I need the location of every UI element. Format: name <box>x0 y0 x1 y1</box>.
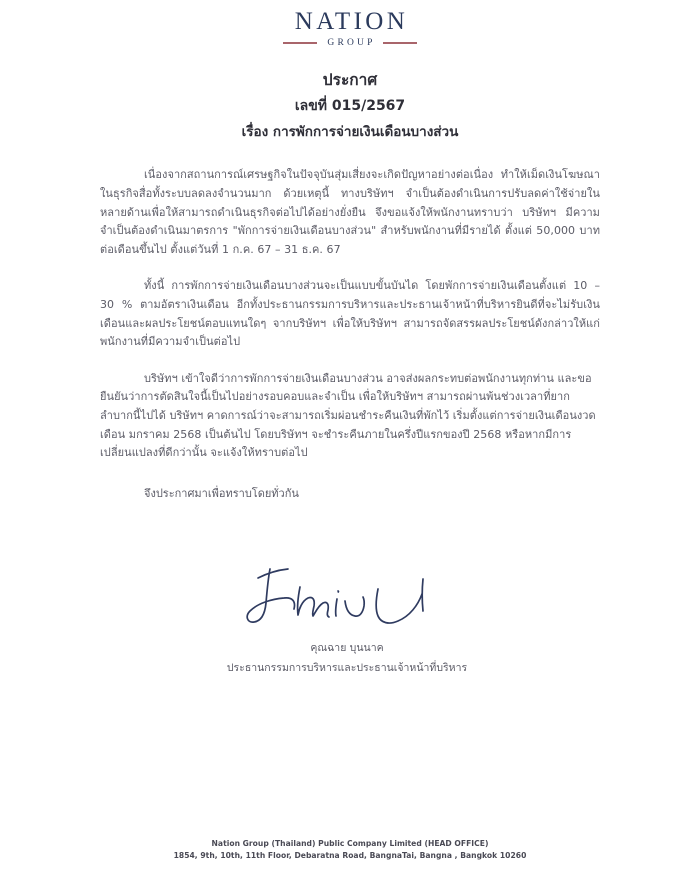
footer-address: 1854, 9th, 10th, 11th Floor, Debaratna Road, BangnaTai, Bangna , Bangkok 10260 <box>173 850 527 860</box>
logo-subline <box>0 38 700 48</box>
signer-position: ประธานกรรมการบริหารและประธานเจ้าหน้าที่บริหาร <box>226 662 468 675</box>
document-body <box>100 144 600 679</box>
logo-group-text: GROUP <box>327 38 376 49</box>
body-paragraph: ทั้งนี้ การพักการจ่ายเงินเดือนบางส่วนจะเป็นแบบขั้นบันได โดยพักการจ่ายเงินเดือนตั้งแต่ 10 – 30 % ตามอัตราเงินเดือน อีกทั้งประธานกรรมการบริหารและประธานเจ้าหน้าที่บริหารยินดีที่จะไม่รับเงินเดือนและผลประโยชน์ตอบแทนใดๆ จากบริษัทฯ เพื่อให้บริษัทฯ สามารถจัดสรรผลประโยชน์ดังกล่าวให้แก่พนักงานที่มีความจำเป็นต่อไป <box>100 279 600 349</box>
logo-left-rule-icon <box>283 42 317 44</box>
document-footer <box>0 838 700 861</box>
document-number: เลขที่ 015/2567 <box>294 98 406 115</box>
footer-company-name: Nation Group (Thailand) Public Company Limited (HEAD OFFICE) <box>211 839 489 849</box>
document-subject: เรื่อง การพักการจ่ายเงินเดือนบางส่วน <box>241 123 459 140</box>
closing-statement: จึงประกาศมาเพื่อทราบโดยทั่วกัน <box>144 486 299 500</box>
company-logo <box>0 0 700 48</box>
body-paragraph: เนื่องจากสถานการณ์เศรษฐกิจในปัจจุบันสุ่มเสี่ยงจะเกิดปัญหาอย่างต่อเนื่อง ทำให้เม็ดเงินโฆษณาในธุรกิจสื่อทั้งระบบลดลงจำนวนมาก ด้วยเหตุนี้ ทางบริษัทฯ จำเป็นต้องดำเนินการปรับลดค่าใช้จ่ายในหลายด้านเพื่อให้สามารถดำเนินธุรกิจต่อไปได้อย่างยั่งยืน จึงขอแจ้งให้พนักงานทราบว่า บริษัทฯ มีความจำเป็นต้องดำเนินมาตรการ "พักการจ่ายเงินเดือนบางส่วน" สำหรับพนักงานที่มีรายได้ ตั้งแต่ 50,000 บาทต่อเดือนขึ้นไป ตั้งแต่วันที่ 1 ก.ค. 67 – 31 ธ.ค. 67 <box>100 168 600 256</box>
logo-right-rule-icon <box>383 42 417 44</box>
signature-icon <box>100 561 594 639</box>
logo-wordmark: NATION <box>294 8 409 35</box>
signature-block <box>100 561 600 679</box>
document-heading <box>0 68 700 144</box>
page-title: ประกาศ <box>322 71 378 90</box>
body-paragraph: บริษัทฯ เข้าใจดีว่าการพักการจ่ายเงินเดือนบางส่วน อาจส่งผลกระทบต่อพนักงานทุกท่าน และขอยืนยันว่าการตัดสินใจนี้เป็นไปอย่างรอบคอบและจำเป็น เพื่อให้บริษัทฯ สามารถผ่านพ้นช่วงเวลาที่ยากลำบากนี้ไปได้ บริษัทฯ คาดการณ์ว่าจะสามารถเริ่มผ่อนชำระคืนเงินที่พักไว้ เริ่มตั้งแต่การจ่ายเงินเดือนงวดเดือน มกราคม 2568 เป็นต้นไป โดยบริษัทฯ จะชำระคืนภายในครึ่งปีแรกของปี 2568 หรือหากมีการเปลี่ยนแปลงที่ดีกว่านั้น จะแจ้งให้ทราบต่อไป <box>100 371 596 460</box>
signer-name: คุณฉาย บุนนาค <box>310 642 384 655</box>
